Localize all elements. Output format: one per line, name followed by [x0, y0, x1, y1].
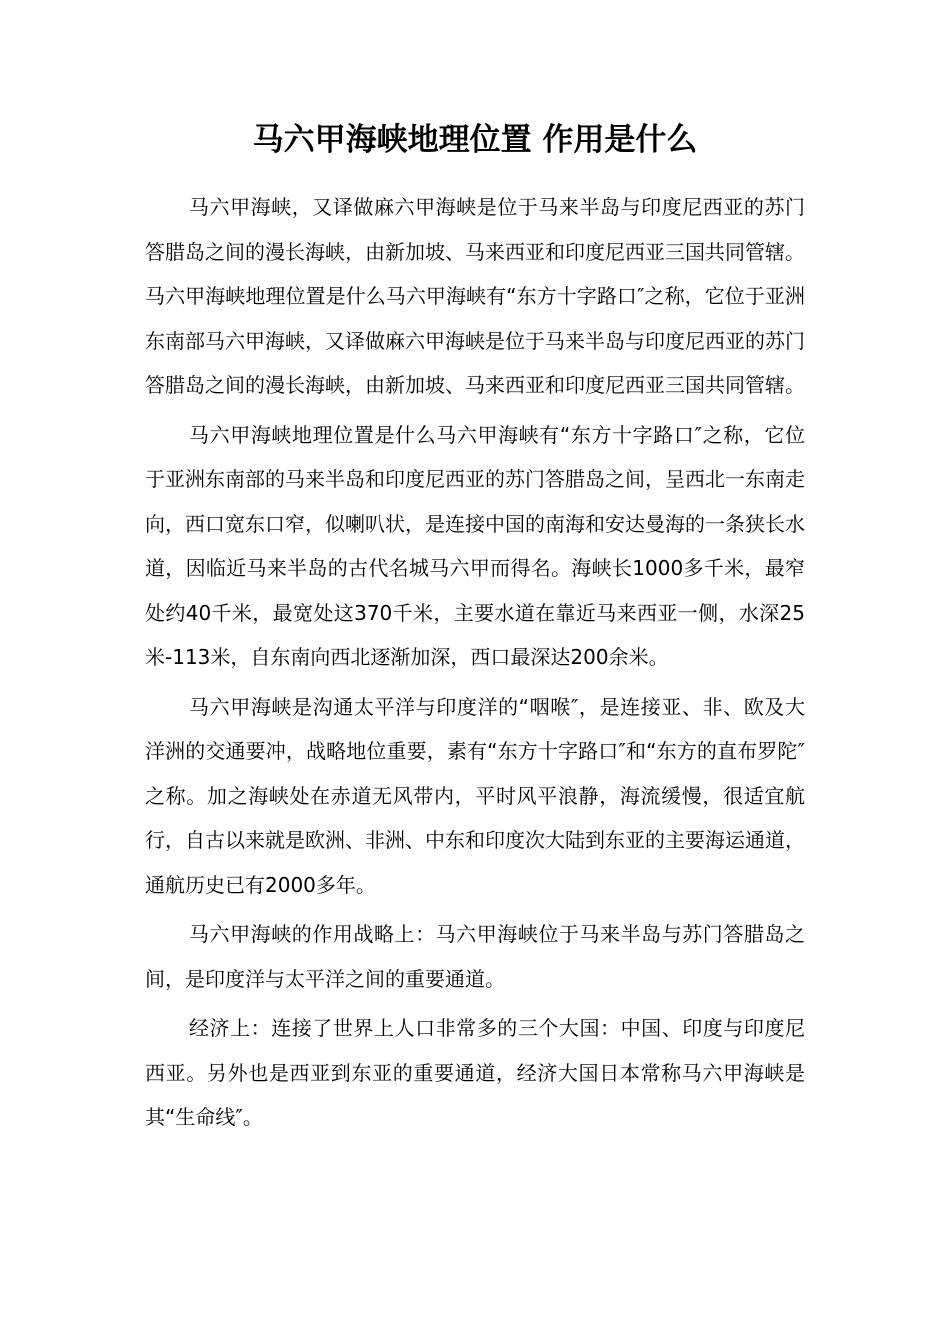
paragraph-5: 经济上：连接了世界上人口非常多的三个大国：中国、印度与印度尼西亚。另外也是西亚到东亚的重要通道，经济大国日本常称马六甲海峡是其“生命线″。 [145, 1016, 805, 1129]
paragraph-4: 马六甲海峡的作用战略上：马六甲海峡位于马来半岛与苏门答腊岛之间，是印度洋与太平洋之间的重要通道。 [145, 922, 805, 991]
paragraph-2: 马六甲海峡地理位置是什么马六甲海峡有“东方十字路口″之称，它位于亚洲东南部的马来半岛和印度尼西亚的苏门答腊岛之间，呈西北一东南走向，西口宽东口窄，似喇叭状，是连接中国的南海和安达曼海的一条狭长水道，因临近马来半岛的古代名城马六甲而得名。海峡长1000多千米，最窄处约40千米，最宽处这370千米，主要水道在靠近马来西亚一侧，水深25米-113米，自东南向西北逐渐加深，西口最深达200余米。 [145, 422, 805, 669]
document-body [145, 185, 805, 1145]
document-title: 马六甲海峡地理位置 作用是什么 [252, 122, 698, 158]
paragraph-3: 马六甲海峡是沟通太平洋与印度洋的“咽喉″，是连接亚、非、欧及大洋洲的交通要冲，战略地位重要，素有“东方十字路口″和“东方的直布罗陀″之称。加之海峡处在赤道无风带内，平时风平浪静，海流缓慢，很适宜航行，自古以来就是欧洲、非洲、中东和印度次大陆到东亚的主要海运通道，通航历史已有2000多年。 [145, 694, 805, 897]
paragraph-1: 马六甲海峡，又译做麻六甲海峡是位于马来半岛与印度尼西亚的苏门答腊岛之间的漫长海峡，由新加坡、马来西亚和印度尼西亚三国共同管辖。马六甲海峡地理位置是什么马六甲海峡有“东方十字路口″之称，它位于亚洲东南部马六甲海峡，又译做麻六甲海峡是位于马来半岛与印度尼西亚的苏门答腊岛之间的漫长海峡，由新加坡、马来西亚和印度尼西亚三国共同管辖。 [145, 195, 805, 397]
